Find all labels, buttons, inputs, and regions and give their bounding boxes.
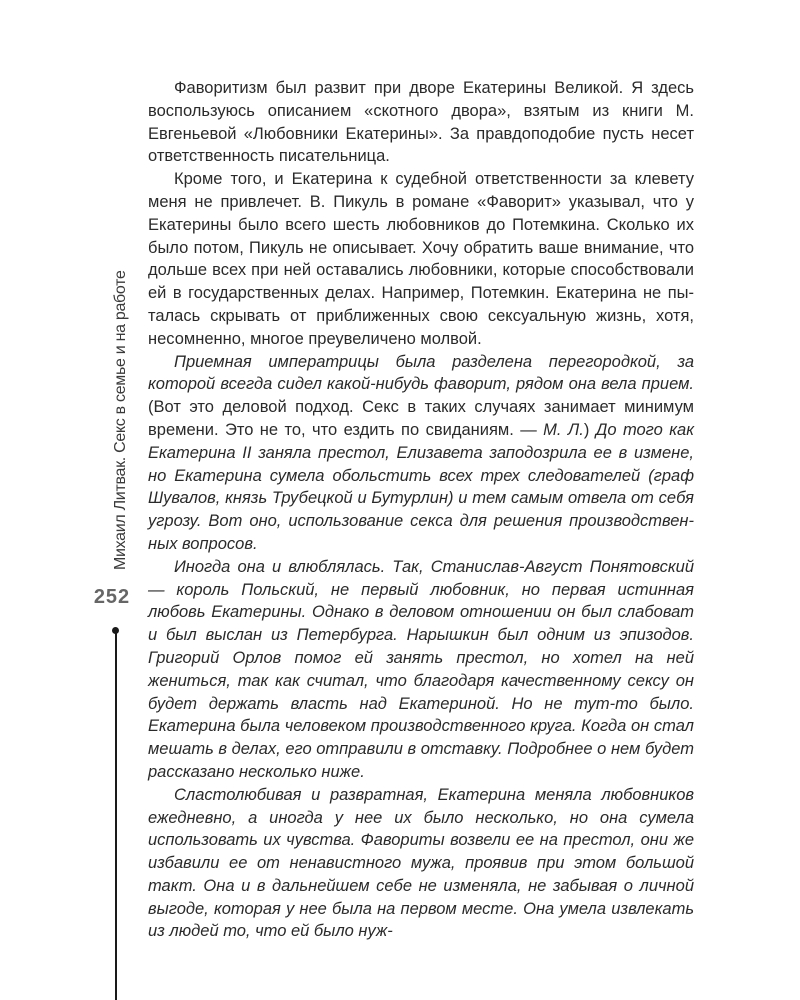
paragraph-1: Фаворитизм был развит при дворе Екатерины Великой. Я здесь воспользуюсь описанием «скотного двора», взятым из книги М. Евгеньевой «Любовники Екатерины». За правдоподобие пусть несет ответственность писательница.: [148, 79, 694, 166]
paragraph-4: Иногда она и влюблялась. Так, Станислав-Август Понятовский — король Польский, не первый любовник, но первая истинная любовь Екатерины. Однако в деловом отношении он был слабоват и был выслан из Петербурга. Нарышкин был одним из эпизодов. Григорий Орлов помог ей занять престол, но хотел на ней жениться, так как считал, что благодаря качественному сексу он будет держать власть над Екатериной. Но не тут-то было. Екатерина была человеком производственного круга. Когда он стал мешать в делах, его отправили в отставку. Подробнее о нем будет рассказано несколько ниже.: [148, 557, 694, 781]
paragraph-3-bracket: ): [583, 420, 596, 439]
paragraph-3-quote-b: До того как Екатерина II заняла престол, Елизавета заподозрила ее в измене, но Екатерина сумела обольстить всех трех следователей (граф Шувалов, князь Трубецкой и Бутурлин) и тем самым отвела от себя угрозу. Вот оно, использование секса для решения производственных вопросов.: [148, 420, 694, 553]
paragraph-3: [148, 351, 694, 556]
paragraph-3-quote-a: Приемная императрицы была разделена перегородкой, за которой всегда сидел какой-нибудь фаворит, рядом она вела прием.: [148, 352, 694, 394]
margin-rule-line: [115, 630, 117, 1000]
paragraph-3-remark: (Вот это деловой подход. Секс в таких случаях занимает минимум времени. Это не то, что ездить по свиданиям. —: [148, 398, 694, 439]
page-number: 252: [93, 586, 131, 608]
paragraph-5: Сластолюбивая и развратная, Екатерина меняла любовников ежедневно, а иногда у нее их было несколько, но она сумела использовать их чувства. Фавориты возвели ее на престол, они же избавили ее от ненавистного мужа, проявив при этом большой такт. Она и в дальнейшем себе не изменяла, не забывая о личной выгоде, которая у нее была на первом месте. Она умела извлекать из людей то, что ей было нуж-: [148, 785, 694, 941]
body-text: [148, 77, 694, 943]
running-head: Михаил Литвак. Секс в семье и на работе: [112, 270, 129, 570]
paragraph-3-initials: М. Л.: [543, 420, 584, 439]
paragraph-2: Кроме того, и Екатерина к судебной ответственности за клевету меня не привлечет. В. Пикуль в романе «Фаворит» указывал, что у Екатерины было всего шесть любовников до Потемкина. Сколько их было потом, Пикуль не описывает. Хочу обратить ваше внимание, что дольше всех при ней оставались любовники, которые способствовали ей в государственных делах. Например, Потемкин. Екатерина не пыталась скрывать от приближенных свою сексуальную жизнь, хотя, несомненно, многое преувеличено молвой.: [148, 170, 694, 348]
